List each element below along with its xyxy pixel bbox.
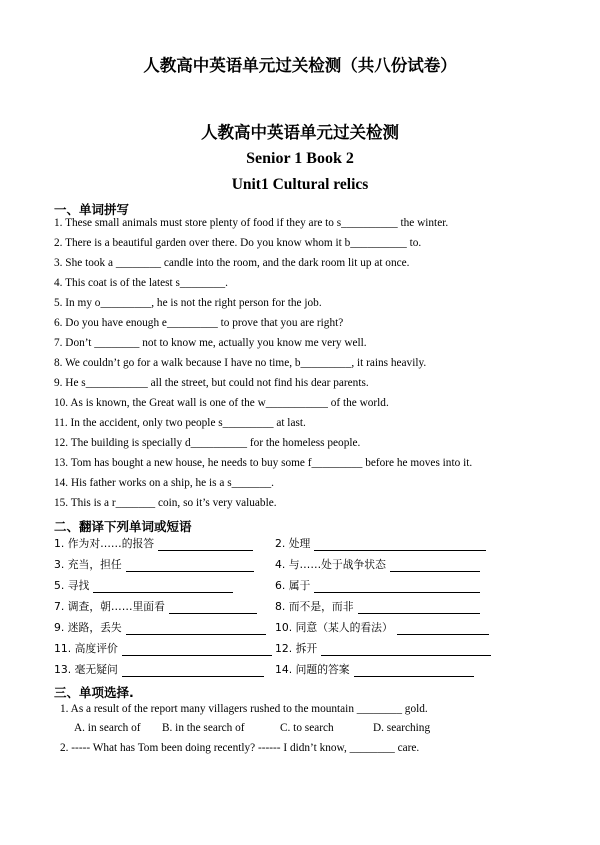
translation-prompt: 5. 寻找 xyxy=(54,579,90,592)
answer-blank[interactable] xyxy=(169,601,257,614)
document-sub-title: 人教高中英语单元过关检测 xyxy=(201,123,399,142)
answer-blank[interactable] xyxy=(93,580,233,593)
choice-question: 1. As a result of the report many villagers rushed to the mountain ________ gold. xyxy=(60,703,428,715)
translation-item xyxy=(54,599,257,614)
option-d[interactable]: D. searching xyxy=(373,722,431,734)
spelling-question: 13. Tom has bought a new house, he needs to buy some f_________ before he moves into it. xyxy=(54,457,473,469)
translation-item xyxy=(275,641,491,656)
answer-blank[interactable] xyxy=(158,538,253,551)
unit-heading: Unit1 Cultural relics xyxy=(231,176,369,193)
answer-blank[interactable] xyxy=(397,622,489,635)
spelling-question: 8. We couldn’t go for a walk because I have no time, b_________, it rains heavily. xyxy=(54,357,427,369)
section-2-title: 二、翻译下列单词或短语 xyxy=(54,519,192,534)
translation-prompt: 7. 调查，朝……里面看 xyxy=(54,600,165,613)
translation-item xyxy=(54,662,264,677)
translation-prompt: 2. 处理 xyxy=(275,537,311,550)
answer-blank[interactable] xyxy=(314,538,486,551)
spelling-question: 7. Don’t ________ not to know me, actually you know me very well. xyxy=(54,337,367,349)
book-heading: Senior 1 Book 2 xyxy=(246,150,354,167)
spelling-question: 3. She took a ________ candle into the room, and the dark room lit up at once. xyxy=(54,257,410,269)
spelling-question: 12. The building is specially d__________ for the homeless people. xyxy=(54,437,361,449)
translation-prompt: 6. 属于 xyxy=(275,579,311,592)
translation-item xyxy=(275,536,486,551)
translation-item xyxy=(275,599,480,614)
document-main-title: 人教高中英语单元过关检测（共八份试卷） xyxy=(143,56,457,75)
spelling-question: 10. As is known, the Great wall is one of the w___________ of the world. xyxy=(54,397,389,409)
spelling-question: 2. There is a beautiful garden over there. Do you know whom it b__________ to. xyxy=(54,237,422,249)
spelling-question: 14. His father works on a ship, he is a s_______. xyxy=(54,477,274,489)
answer-blank[interactable] xyxy=(321,643,491,656)
translation-prompt: 9. 迷路，丢失 xyxy=(54,621,122,634)
translation-item xyxy=(54,557,254,572)
answer-blank[interactable] xyxy=(122,643,272,656)
choice-question: 2. ----- What has Tom been doing recently? ------ I didn’t know, ________ care. xyxy=(60,742,420,754)
spelling-question: 11. In the accident, only two people s_________ at last. xyxy=(54,417,306,429)
translation-prompt: 8. 而不是，而非 xyxy=(275,600,354,613)
translation-prompt: 3. 充当，担任 xyxy=(54,558,122,571)
translation-prompt: 10. 同意（某人的看法） xyxy=(275,621,393,634)
answer-blank[interactable] xyxy=(390,559,480,572)
translation-prompt: 12. 拆开 xyxy=(275,642,318,655)
translation-prompt: 14. 问题的答案 xyxy=(275,663,350,676)
option-c[interactable]: C. to search xyxy=(280,722,334,734)
answer-blank[interactable] xyxy=(314,580,480,593)
translation-item xyxy=(54,641,272,656)
translation-item xyxy=(275,557,480,572)
section-1-title: 一、单词拼写 xyxy=(54,202,130,217)
translation-item xyxy=(54,578,233,593)
section-3-title: 三、单项选择. xyxy=(54,685,134,700)
translation-item xyxy=(54,536,253,551)
translation-item xyxy=(275,578,480,593)
spelling-question: 5. In my o_________, he is not the right person for the job. xyxy=(54,297,322,309)
answer-blank[interactable] xyxy=(354,664,474,677)
translation-prompt: 1. 作为对……的报答 xyxy=(54,537,155,550)
translation-prompt: 4. 与……处于战争状态 xyxy=(275,558,386,571)
translation-item xyxy=(275,620,489,635)
translation-prompt: 11. 高度评价 xyxy=(54,642,118,655)
spelling-question: 4. This coat is of the latest s________. xyxy=(54,277,228,289)
option-b[interactable]: B. in the search of xyxy=(162,722,245,734)
translation-item xyxy=(275,662,474,677)
spelling-question: 1. These small animals must store plenty of food if they are to s__________ the winter. xyxy=(54,217,449,229)
answer-blank[interactable] xyxy=(358,601,480,614)
answer-blank[interactable] xyxy=(126,559,254,572)
spelling-question: 9. He s___________ all the street, but could not find his dear parents. xyxy=(54,377,369,389)
answer-blank[interactable] xyxy=(126,622,266,635)
option-a[interactable]: A. in search of xyxy=(74,722,141,734)
spelling-question: 6. Do you have enough e_________ to prove that you are right? xyxy=(54,317,344,329)
answer-blank[interactable] xyxy=(122,664,264,677)
translation-prompt: 13. 毫无疑问 xyxy=(54,663,118,676)
spelling-question: 15. This is a r_______ coin, so it’s very valuable. xyxy=(54,497,277,509)
translation-item xyxy=(54,620,266,635)
